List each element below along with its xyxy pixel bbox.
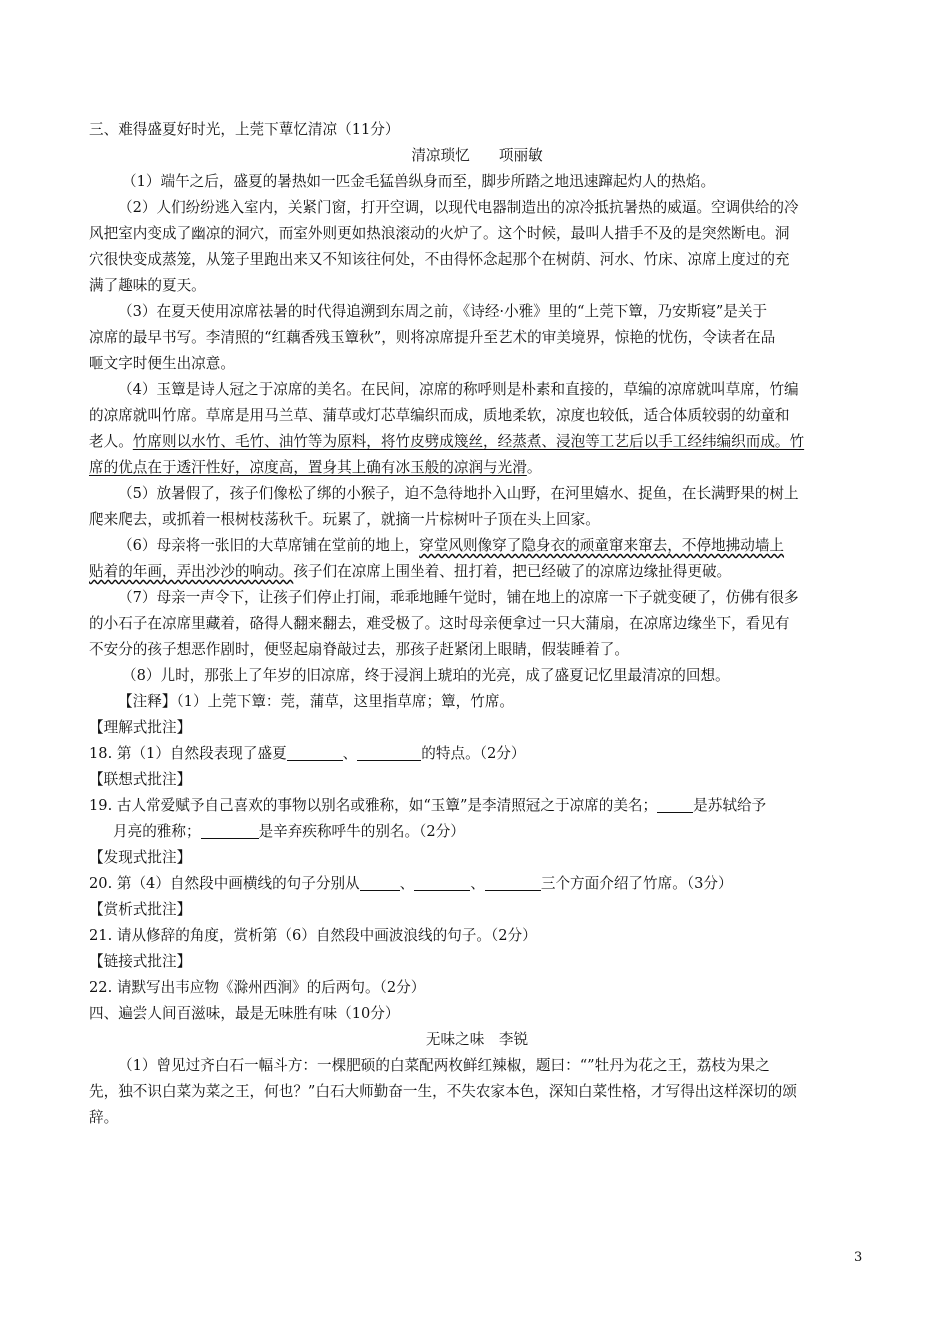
article-title: 无味之味 李锐	[425, 1031, 529, 1048]
answer-blank[interactable]	[485, 874, 541, 891]
question-19-cont	[89, 819, 865, 845]
plain-text: 孩子们在凉席上围坐着、扭打着，把已经破了的凉席边缘扯得更破。	[293, 563, 732, 580]
paragraph-4-line	[89, 429, 865, 455]
answer-blank[interactable]	[360, 874, 400, 891]
answer-blank[interactable]	[287, 744, 343, 761]
separator: 、	[399, 875, 415, 892]
underlined-sentence: 席的优点在于透汗性好，凉度高，置身其上确有冰玉般的凉润与光滑	[89, 459, 527, 476]
plain-text: 。	[526, 459, 542, 476]
paragraph-7-line: 的小石子在凉席里藏着，硌得人翻来翻去，难受极了。这时母亲便拿过一只大蒲扇，在凉席边缘坐下，看见有	[89, 615, 790, 632]
question-category-heading: 【理解式批注】	[89, 719, 192, 736]
paragraph-4-line: （4）玉簟是诗人冠之于凉席的美名。在民间，凉席的称呼则是朴素和直接的，草编的凉席就叫草席，竹编	[118, 381, 799, 398]
question-21: 21. 请从修辞的角度，赏析第（6）自然段中画波浪线的句子。（2分）	[89, 927, 537, 944]
question-text: 月亮的雅称；	[113, 823, 201, 840]
paragraph-5-line: （5）放暑假了，孩子们像松了绑的小猴子，迫不急待地扑入山野，在河里嬉水、捉鱼，在长满野果的树上	[118, 485, 799, 502]
section-3-heading: 三、难得盛夏好时光，上莞下蕈忆清凉（11分）	[89, 121, 400, 138]
section-4-paragraph-line: 先，独不识白菜为菜之王，何也？”白石大师勤奋一生，不失农家本色，深知白菜性格，才写得出这样深切的颂	[89, 1083, 797, 1100]
paragraph-1: （1）端午之后，盛夏的暑热如一匹金毛猛兽纵身而至，脚步所踏之地迅速蹿起灼人的热焰。	[122, 173, 716, 190]
wavy-underlined-sentence: 贴着的年画，弄出沙沙的响动。	[89, 563, 294, 580]
underlined-sentence: 竹席则以水竹、毛竹、油竹等为原料，将竹皮劈成篾丝，经蒸煮、浸泡等工艺后以手工经纬编织而成。竹	[132, 433, 805, 450]
paragraph-8: （8）儿时，那张上了年岁的旧凉席，终于浸润上琥珀的光亮，成了盛夏记忆里最清凉的回想。	[122, 667, 730, 684]
paragraph-6-line	[89, 533, 865, 559]
paragraph-4-line: 的凉席就叫竹席。草席是用马兰草、蒲草或灯芯草编织而成，质地柔软，凉度也较低，适合体质较弱的幼童和	[89, 407, 790, 424]
question-category-heading: 【赏析式批注】	[89, 901, 192, 918]
answer-blank[interactable]	[657, 796, 693, 813]
paragraph-3-line: 凉席的最早书写。李清照的“红藕香残玉簟秋”，则将凉席提升至艺术的审美境界，惊艳的忧伤，令读者在品	[89, 329, 776, 346]
question-text: 是苏轼给予	[693, 797, 767, 814]
section-4-paragraph-line: （1）曾见过齐白石一幅斗方：一棵肥硕的白菜配两枚鲜红辣椒，题曰：“”牡丹为花之王，荔枝为果之	[118, 1057, 770, 1074]
question-category-heading: 【发现式批注】	[89, 849, 192, 866]
paragraph-3-line: 咂文字时便生出凉意。	[89, 355, 235, 372]
question-text: 19. 古人常爱赋予自己喜欢的事物以别名或雅称，如“玉簟”是李清照冠之于凉席的美名；	[89, 797, 658, 814]
answer-blank[interactable]	[414, 874, 470, 891]
exam-page	[89, 117, 865, 1131]
question-text: 18. 第（1）自然段表现了盛夏	[89, 745, 287, 762]
paragraph-4-line	[89, 455, 865, 481]
annotation-note: 【注释】（1）上莞下簟：莞，蒲草，这里指草席；簟，竹席。	[118, 693, 515, 710]
question-20	[89, 871, 865, 897]
plain-text: （6）母亲将一张旧的大草席铺在堂前的地上，	[118, 537, 420, 554]
paragraph-2-line: （2）人们纷纷逃入室内，关紧门窗，打开空调，以现代电器制造出的凉冷抵抗暑热的威逼。空调供给的冷	[118, 199, 799, 216]
question-text: 是辛弃疾称呼牛的别名。（2分）	[258, 823, 465, 840]
separator: 、	[342, 745, 358, 762]
question-category-heading: 【联想式批注】	[89, 771, 192, 788]
question-text: 20. 第（4）自然段中画横线的句子分别从	[89, 875, 360, 892]
answer-blank[interactable]	[201, 822, 259, 839]
section-4-heading: 四、遍尝人间百滋味，最是无味胜有味（10分）	[89, 1005, 400, 1022]
paragraph-2-line: 穴很快变成蒸笼，从笼子里跑出来又不知该往何处，不由得怀念起那个在树荫、河水、竹床、凉席上度过的充	[89, 251, 790, 268]
article-title: 清凉琐忆 项丽敏	[411, 147, 543, 164]
page-number: 3	[854, 1250, 863, 1265]
paragraph-5-line: 爬来爬去，或抓着一根树枝荡秋千。玩累了，就摘一片棕树叶子顶在头上回家。	[89, 511, 600, 528]
question-22: 22. 请默写出韦应物《滁州西涧》的后两句。（2分）	[89, 979, 426, 996]
paragraph-7-line: （7）母亲一声令下，让孩子们停止打闹，乖乖地睡午觉时，铺在地上的凉席一下子就变硬了，仿佛有很多	[118, 589, 799, 606]
question-text: 三个方面介绍了竹席。（3分）	[540, 875, 733, 892]
question-19	[89, 793, 865, 819]
answer-blank[interactable]	[357, 744, 421, 761]
separator: 、	[470, 875, 485, 892]
question-18	[89, 741, 865, 767]
question-text: 的特点。（2分）	[421, 745, 526, 762]
paragraph-2-line: 满了趣味的夏天。	[89, 277, 206, 294]
question-category-heading: 【链接式批注】	[89, 953, 192, 970]
paragraph-2-line: 风把室内变成了幽凉的洞穴，而室外则更如热浪滚动的火炉了。这个时候，最叫人措手不及的是突然断电。洞	[89, 225, 790, 242]
paragraph-6-line	[89, 559, 865, 585]
plain-text: 老人。	[89, 433, 133, 450]
paragraph-7-line: 不安分的孩子想恶作剧时，便竖起扇脊敲过去，那孩子赶紧闭上眼睛，假装睡着了。	[89, 641, 629, 658]
section-4-paragraph-line: 辞。	[89, 1109, 119, 1126]
paragraph-3-line: （3）在夏天使用凉席祛暑的时代得追溯到东周之前，《诗经·小雅》里的“上莞下簟，乃安斯寝”是关于	[118, 303, 768, 320]
wavy-underlined-sentence: 穿堂风则像穿了隐身衣的顽童窜来窜去，不停地拂动墙上	[419, 537, 785, 554]
